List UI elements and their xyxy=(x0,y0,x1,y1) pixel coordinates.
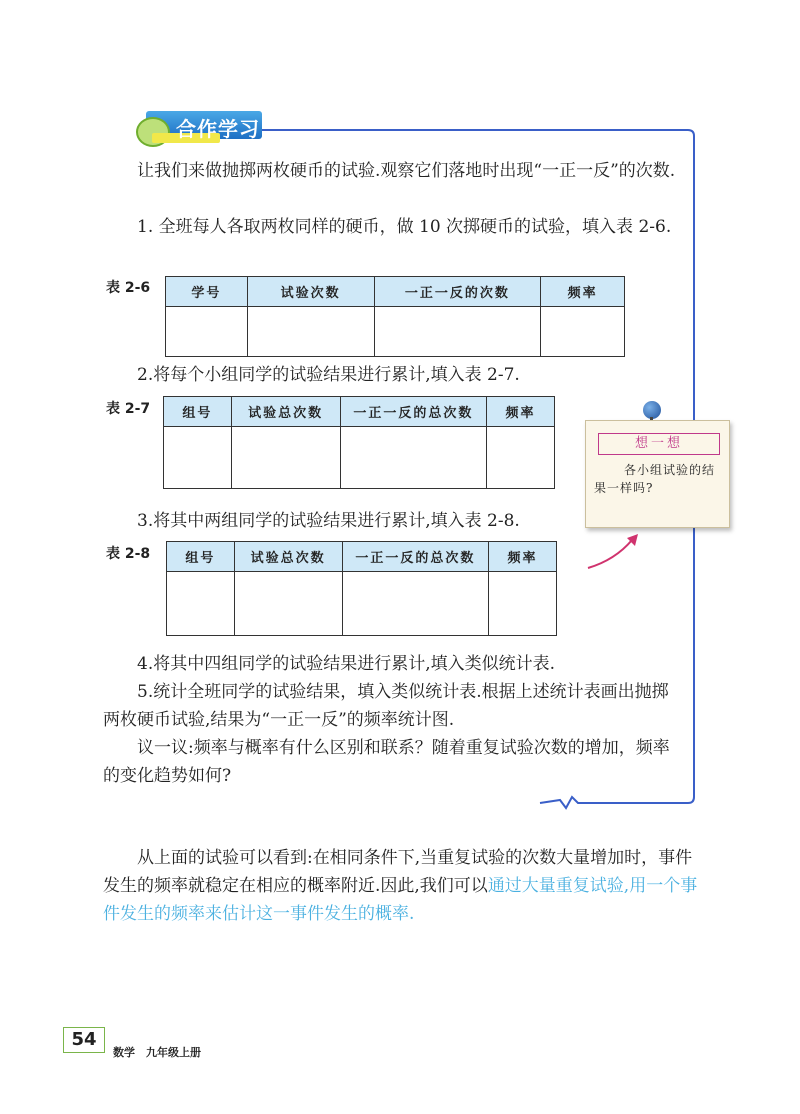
table-cell xyxy=(234,572,342,636)
table-cell xyxy=(342,572,489,636)
table-header: 组号 xyxy=(167,542,235,572)
page-number: 54 xyxy=(63,1027,105,1053)
step-2: 2.将每个小组同学的试验结果进行累计,填入表 2-7. xyxy=(137,365,520,385)
conclusion-highlight: 通过大量重复试验,用一个事件发生的频率来估计这一事件发生的概率. xyxy=(103,876,698,924)
table-2-6 xyxy=(165,276,625,357)
table-2-7 xyxy=(163,396,555,489)
section-badge xyxy=(136,109,262,147)
table-cell xyxy=(340,427,487,489)
table-cell xyxy=(164,427,232,489)
step-1: 1. 全班每人各取两枚同样的硬币，做 10 次掷硬币的试验，填入表 2-6. xyxy=(137,217,672,237)
table-header: 频率 xyxy=(487,397,555,427)
conclusion-paragraph xyxy=(103,844,703,928)
table-header: 试验总次数 xyxy=(234,542,342,572)
table-header: 学号 xyxy=(166,277,248,307)
intro-paragraph: 让我们来做抛掷两枚硬币的试验.观察它们落地时出现“一正一反”的次数. xyxy=(137,161,676,181)
table-cell xyxy=(489,572,557,636)
note-body: 各小组试验的结果一样吗? xyxy=(594,463,716,495)
discussion: 议一议:频率与概率有什么区别和联系？随着重复试验次数的增加，频率的变化趋势如何? xyxy=(103,738,670,786)
table-2-7-label: 表 2-7 xyxy=(106,401,151,417)
table-header: 组号 xyxy=(164,397,232,427)
table-header: 一正一反的总次数 xyxy=(342,542,489,572)
book-title: 数学 九年级上册 xyxy=(113,1046,201,1059)
table-2-8 xyxy=(166,541,557,636)
step-4: 4.将其中四组同学的试验结果进行累计,填入类似统计表. xyxy=(137,654,556,674)
table-header: 一正一反的总次数 xyxy=(340,397,487,427)
arrow-icon xyxy=(588,540,632,568)
step-3: 3.将其中两组同学的试验结果进行累计,填入表 2-8. xyxy=(137,511,520,531)
table-cell xyxy=(231,427,340,489)
table-cell xyxy=(541,307,625,357)
table-cell xyxy=(487,427,555,489)
table-cell xyxy=(374,307,541,357)
table-cell xyxy=(167,572,235,636)
table-cell xyxy=(166,307,248,357)
table-header: 频率 xyxy=(541,277,625,307)
table-header: 试验总次数 xyxy=(231,397,340,427)
conclusion-text: 从上面的试验可以看到:在相同条件下,当重复试验的次数大量增加时，事件发生的频率就稳定在相应的概率附近.因此,我们可以 xyxy=(103,848,693,896)
table-header: 一正一反的次数 xyxy=(374,277,541,307)
table-cell xyxy=(247,307,374,357)
table-header: 频率 xyxy=(489,542,557,572)
table-2-8-label: 表 2-8 xyxy=(106,546,151,562)
table-2-6-label: 表 2-6 xyxy=(106,280,151,296)
table-header: 试验次数 xyxy=(247,277,374,307)
note-title: 想一想 xyxy=(598,433,720,455)
section-title: 合作学习 xyxy=(176,117,260,141)
step-5: 5.统计全班同学的试验结果，填入类似统计表.根据上述统计表画出抛掷两枚硬币试验,结果为“一正一反”的频率统计图. xyxy=(103,682,669,730)
